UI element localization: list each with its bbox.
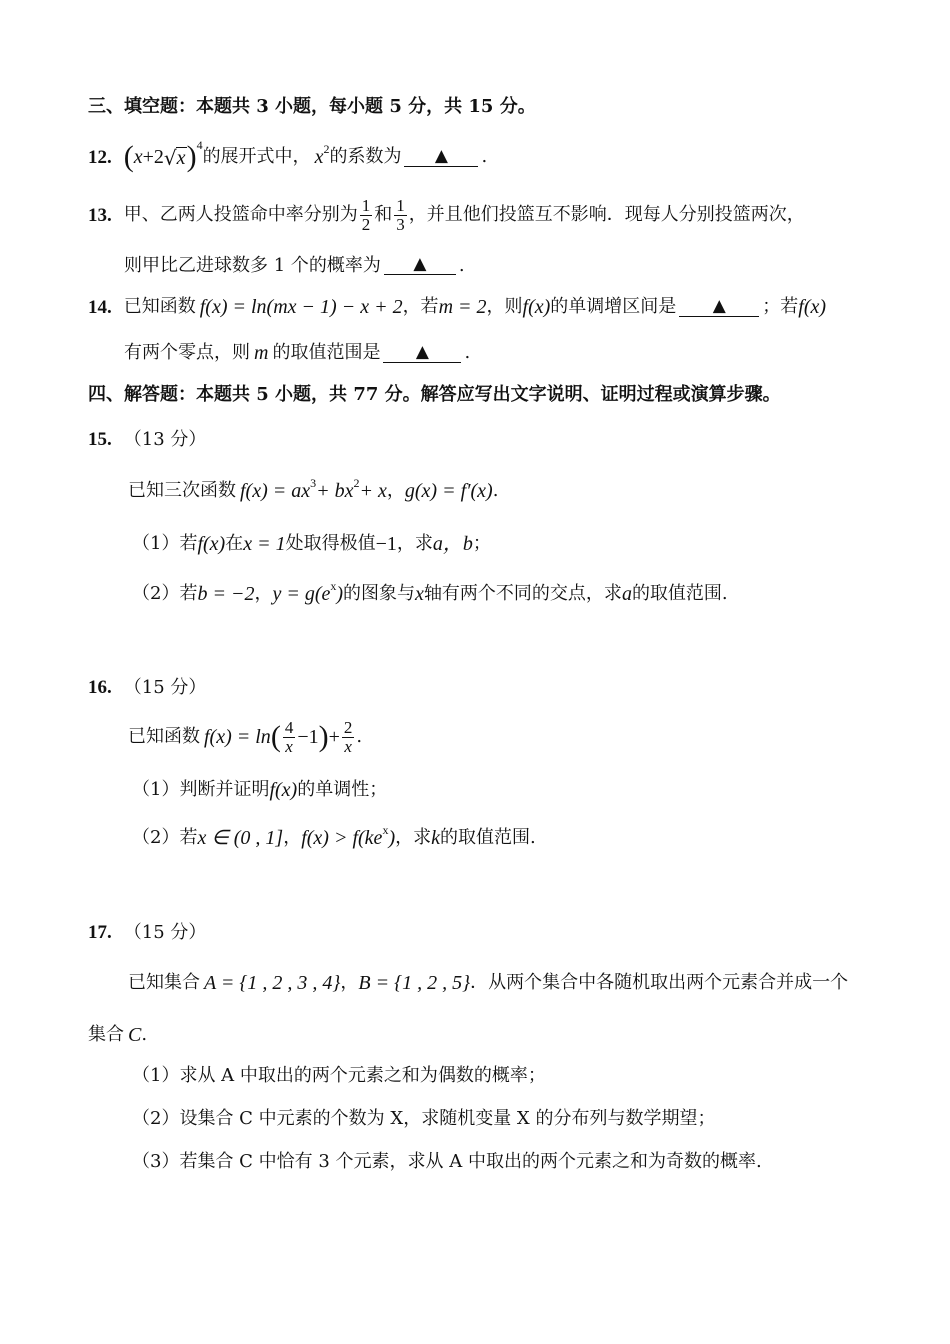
question-16-stem — [128, 717, 362, 757]
math-expression: y = g(e — [272, 583, 331, 605]
triangle-icon: ▲ — [434, 145, 448, 166]
fraction-numerator: 1 — [396, 195, 405, 215]
question-text: 的图象与 — [343, 583, 416, 604]
math-expression: f(x) = ln(mx − 1) − x + 2 — [199, 296, 403, 318]
answer-blank[interactable] — [404, 145, 478, 167]
math-var: m — [254, 342, 269, 364]
question-text: 已知集合 — [128, 972, 200, 993]
question-15-part-2 — [132, 579, 728, 605]
question-text: 的取值范围是 — [272, 342, 381, 363]
math-expression: B = {1 , 2 , 5} — [358, 972, 471, 994]
question-score: （15 分） — [123, 676, 207, 698]
question-text: 轴有两个不同的交点，求 — [423, 583, 622, 604]
fraction-denominator: x — [344, 736, 352, 756]
question-16-part-1 — [132, 780, 387, 800]
question-score: （15 分） — [123, 921, 207, 943]
section-4-heading — [88, 386, 781, 404]
question-13 — [88, 196, 805, 234]
math-expression: f(x) — [798, 296, 827, 318]
question-17-stem — [128, 973, 848, 993]
punct: ， — [283, 827, 302, 848]
question-text: 的展开式中， — [202, 146, 311, 167]
exponent: x — [330, 579, 337, 593]
question-text: 和 — [374, 204, 393, 225]
answer-blank[interactable] — [383, 341, 461, 363]
punct: . — [356, 726, 363, 747]
question-text: ，求 — [396, 533, 433, 554]
question-text: ；若 — [762, 296, 799, 317]
math-expression: −1 — [375, 533, 397, 555]
question-number: 17. — [88, 922, 112, 943]
question-text: 有两个零点，则 — [124, 342, 250, 363]
question-14-line-2 — [124, 343, 470, 363]
math-expression: A = {1 , 2 , 3 , 4} — [204, 972, 341, 994]
question-text: 的取值范围. — [440, 827, 536, 848]
question-text: ，并且他们投篮互不影响．现每人分别投篮两次， — [408, 204, 805, 225]
math-operator: + — [328, 726, 340, 748]
math-expression: f(x) = ln — [204, 726, 271, 748]
punct: ， — [340, 972, 359, 993]
question-14 — [88, 297, 826, 317]
radicand: x — [176, 146, 186, 169]
question-text: 已知函数 — [123, 296, 196, 317]
question-16-header — [88, 678, 206, 697]
math-expression: f(x) — [269, 779, 298, 801]
fraction-denominator: 2 — [361, 214, 371, 234]
left-paren: ( — [123, 140, 134, 173]
fraction-numerator: 1 — [361, 195, 371, 215]
triangle-icon: ▲ — [712, 295, 726, 316]
question-number: 15. — [88, 429, 112, 450]
question-17-part-2 — [132, 1110, 715, 1128]
right-paren: ) — [186, 140, 197, 173]
question-15-part-1 — [132, 534, 491, 554]
section-3-heading — [88, 98, 536, 116]
math-expression: a，b — [432, 533, 473, 555]
left-paren: ( — [270, 720, 281, 753]
punct: ， — [254, 583, 273, 604]
math-expression: f(x) — [197, 533, 226, 555]
question-text: （3）若集合 C 中恰有 3 个元素，求从 A 中取出的两个元素之和为奇数的概率. — [132, 1151, 762, 1172]
question-number: 13. — [88, 204, 112, 226]
question-text: 甲、乙两人投篮命中率分别为 — [123, 204, 358, 225]
math-expression: ) — [388, 827, 396, 849]
punct: . — [464, 342, 471, 363]
triangle-icon: ▲ — [413, 254, 427, 274]
section-4-heading-text: 四、解答题：本题共 5 小题，共 77 分。解答应写出文字说明、证明过程或演算步骤。 — [88, 384, 781, 405]
fraction — [360, 197, 373, 234]
part-label: （1）判断并证明 — [132, 779, 270, 800]
math-var: C — [128, 1024, 142, 1046]
fraction — [394, 197, 407, 234]
math-expression: f(x) > f(ke — [301, 827, 383, 849]
question-17-header — [88, 923, 206, 942]
answer-blank[interactable] — [679, 295, 759, 317]
exponent: 3 — [310, 476, 317, 490]
question-text: 的系数为 — [329, 146, 402, 167]
question-text: 的单调增区间是 — [550, 296, 677, 317]
fraction — [283, 719, 296, 756]
math-var: k — [431, 827, 440, 849]
question-text: 在 — [225, 533, 244, 554]
question-text: 已知三次函数 — [128, 480, 236, 501]
question-text: （1）求从 A 中取出的两个元素之和为偶数的概率； — [132, 1065, 546, 1086]
math-expression: + x — [359, 480, 387, 502]
math-var: x — [314, 146, 324, 168]
question-score: （13 分） — [123, 428, 207, 450]
exponent: 2 — [353, 476, 360, 490]
math-var: x — [133, 146, 143, 168]
question-number: 14. — [88, 296, 112, 318]
question-number: 12. — [88, 146, 112, 168]
math-term: +2 — [142, 146, 164, 168]
math-expression: ) — [336, 583, 344, 605]
punct: . — [141, 1024, 148, 1045]
math-expression: b = −2 — [197, 583, 255, 605]
question-13-line-2 — [124, 256, 465, 275]
math-term: −1 — [297, 726, 319, 748]
question-text: ，则 — [486, 296, 523, 317]
question-15-stem — [128, 476, 499, 502]
question-text: （2）设集合 C 中元素的个数为 X，求随机变量 X 的分布列与数学期望； — [132, 1108, 716, 1129]
math-var: x — [415, 583, 424, 605]
question-15-header — [88, 430, 206, 449]
math-expression: x ∈ (0 , 1] — [197, 827, 284, 849]
math-expression: x = 1 — [243, 533, 286, 555]
math-expression: g(x) = f′(x) — [404, 480, 493, 502]
exponent: 2 — [323, 142, 330, 156]
exponent: 4 — [196, 138, 203, 152]
section-3-heading-text: 三、填空题：本题共 3 小题，每小题 5 分，共 15 分。 — [88, 96, 536, 117]
fraction-numerator: 4 — [284, 717, 294, 737]
question-16-part-2 — [132, 823, 536, 849]
part-label: （2）若 — [132, 827, 198, 848]
math-expression: m = 2 — [438, 296, 487, 318]
question-text: 处取得极值 — [285, 533, 376, 554]
part-label: （2）若 — [132, 583, 198, 604]
question-17-part-1 — [132, 1067, 546, 1085]
fraction-denominator: 3 — [396, 214, 405, 234]
right-paren: ) — [318, 720, 329, 753]
punct: ， — [386, 480, 405, 501]
question-17-part-3 — [132, 1153, 762, 1171]
math-expression: f(x) = ax — [240, 480, 311, 502]
question-text: ，若 — [402, 296, 439, 317]
question-text: 已知函数 — [128, 726, 200, 747]
punct: . — [458, 254, 465, 276]
punct: . — [481, 146, 488, 167]
fraction — [342, 719, 355, 756]
exponent: x — [382, 823, 389, 837]
fraction-numerator: 2 — [343, 717, 353, 737]
answer-blank[interactable] — [384, 256, 456, 275]
question-17-stem-line-2 — [88, 1025, 147, 1045]
question-12 — [88, 138, 488, 173]
math-expression: f(x) — [522, 296, 551, 318]
question-text: 的单调性； — [297, 779, 388, 800]
math-var: a — [621, 583, 632, 605]
part-label: （1）若 — [132, 533, 198, 554]
question-text: 则甲比乙进球数多 1 个的概率为 — [124, 254, 381, 276]
radical-sign: √ — [163, 145, 177, 170]
punct: . — [492, 480, 499, 501]
fraction-denominator: x — [285, 736, 293, 756]
question-text: 集合 — [88, 1024, 124, 1045]
question-number: 16. — [88, 677, 112, 698]
math-expression: + bx — [316, 480, 354, 502]
question-text: 的取值范围. — [631, 583, 728, 604]
sqrt-expression — [164, 147, 187, 168]
question-text: ．从两个集合中各随机取出两个元素合并成一个 — [470, 972, 849, 993]
question-text: ，求 — [395, 827, 432, 848]
triangle-icon: ▲ — [415, 341, 429, 362]
punct: ； — [472, 533, 491, 554]
